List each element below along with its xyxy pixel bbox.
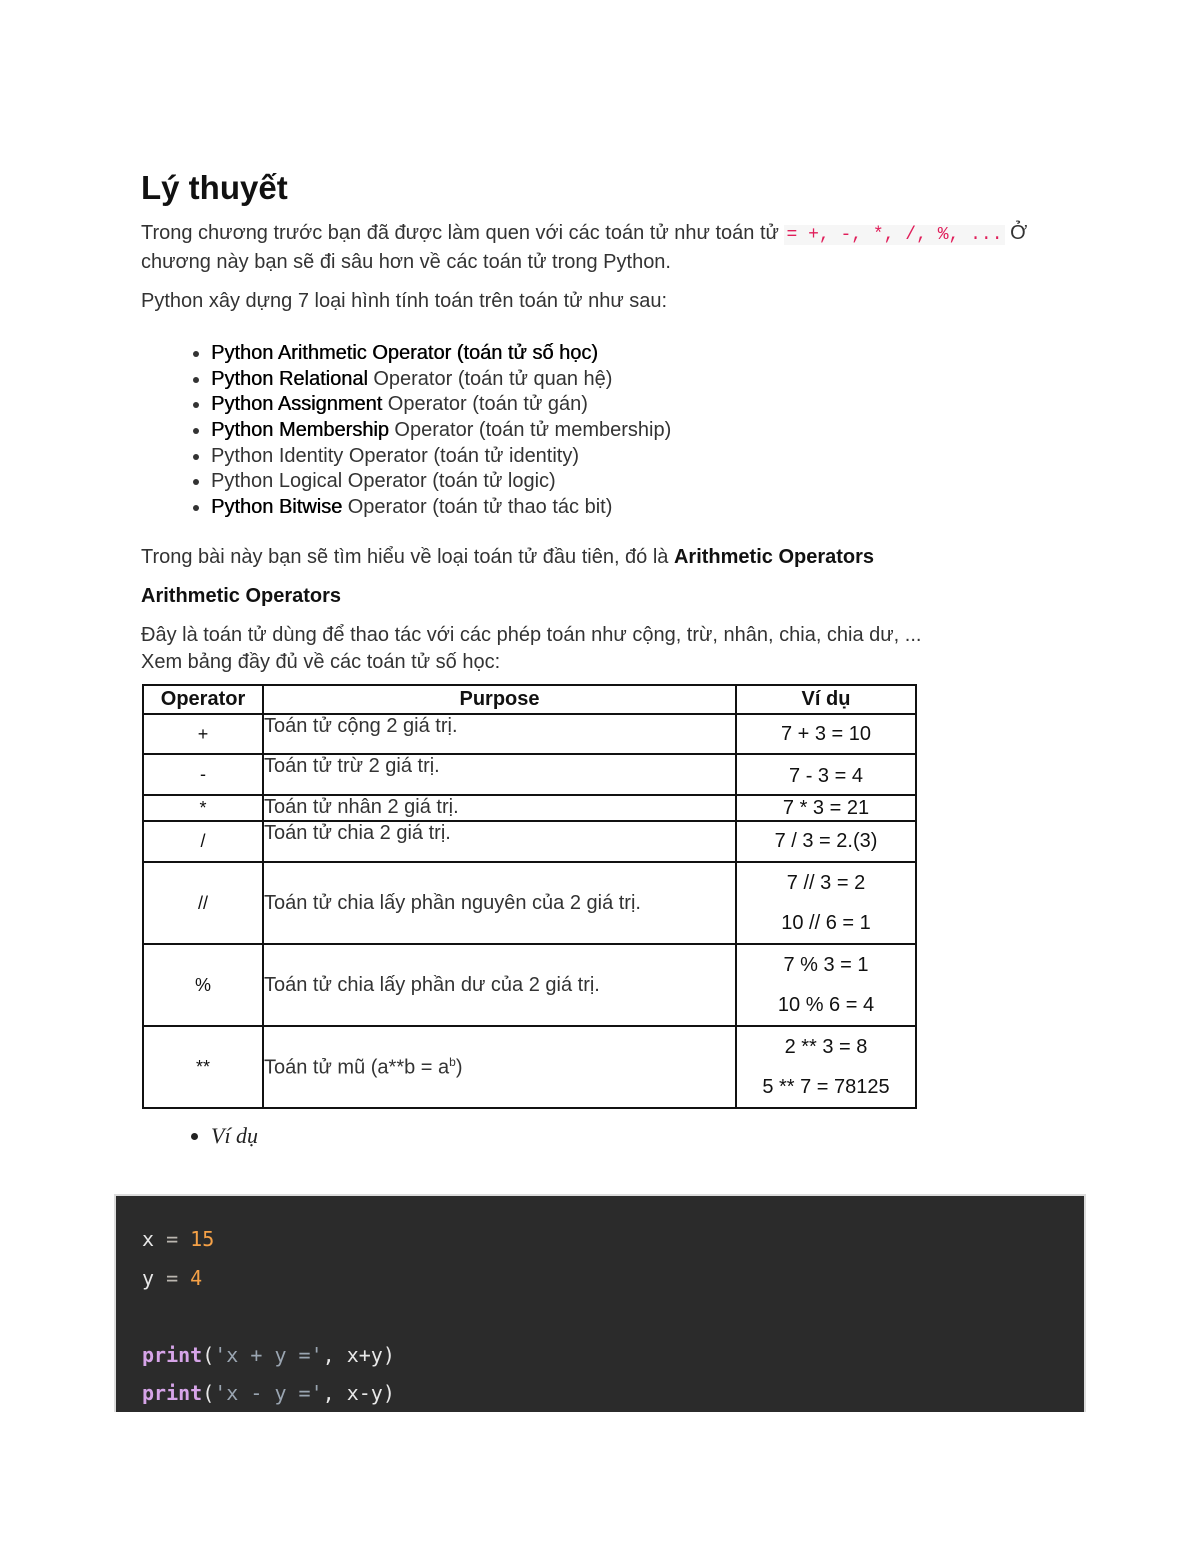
header-example: Ví dụ — [736, 685, 916, 714]
operator-cell: ** — [143, 1026, 263, 1108]
example-cell: 7 * 3 = 21 — [736, 795, 916, 821]
list-item — [211, 495, 1091, 521]
purpose-superscript: b — [449, 1055, 456, 1070]
code-var: y — [142, 1265, 155, 1290]
operator-type-rest: Operator (toán tử gán) — [382, 393, 588, 416]
table-row — [143, 821, 916, 862]
code-string: 'x + y =' — [214, 1342, 323, 1367]
code-number: 15 — [190, 1227, 215, 1251]
purpose-cell: Toán tử cộng 2 giá trị. — [263, 714, 736, 754]
code-punc: ( — [202, 1342, 215, 1367]
code-line — [142, 1259, 1084, 1298]
operator-type-name: Python Logical — [211, 470, 343, 493]
section-desc-line-1: Đây là toán tử dùng để thao tác với các phép toán như cộng, trừ, nhân, chia, chia dư, ... — [141, 624, 922, 647]
table-row — [143, 944, 916, 1026]
operator-type-name: Python Arithmetic — [211, 342, 367, 365]
operator-type-rest: Operator (toán tử logic) — [342, 470, 556, 493]
code-block — [114, 1194, 1086, 1412]
list-item — [211, 341, 1091, 367]
code-line — [142, 1336, 1084, 1375]
operator-type-rest: Operator (toán tử thao tác bit) — [342, 495, 613, 518]
list-item — [211, 444, 1091, 470]
operator-type-rest: Operator (toán tử số học) — [366, 342, 598, 365]
code-line — [142, 1220, 1084, 1259]
operator-type-name: Python Identity — [211, 444, 344, 467]
operator-cell: * — [143, 795, 263, 821]
table-row — [143, 1026, 916, 1108]
lesson-text: Trong bài này bạn sẽ tìm hiểu về loại toán tử đầu tiên, đó là — [141, 546, 674, 569]
code-var: x — [142, 1227, 155, 1251]
operator-type-name: Python Membership — [211, 419, 389, 442]
purpose-cell: Toán tử chia lấy phần nguyên của 2 giá trị. — [263, 862, 736, 944]
operator-type-name: Python Assignment — [211, 393, 383, 416]
code-punc: ( — [202, 1381, 215, 1405]
operator-cell: - — [143, 754, 263, 795]
example-line: 10 // 6 = 1 — [781, 912, 871, 935]
types-intro: Python xây dựng 7 loại hình tính toán trên toán tử như sau: — [141, 290, 668, 313]
code-function: print — [142, 1381, 203, 1405]
inline-code-operators: = +, -, *, /, %, ... — [786, 225, 1003, 246]
example-line: 7 % 3 = 1 — [783, 954, 869, 977]
purpose-cell — [263, 1026, 736, 1108]
operator-type-rest: Operator (toán tử membership) — [388, 419, 672, 442]
code-op: = — [154, 1227, 191, 1251]
section-desc-line-2: Xem bảng đầy đủ về các toán tử số học: — [141, 651, 501, 674]
table-row — [143, 714, 916, 754]
section-description — [141, 622, 1091, 676]
example-cell — [736, 1026, 916, 1108]
code-string: 'x - y =' — [214, 1381, 323, 1405]
operator-type-name: Python Bitwise — [211, 495, 343, 518]
operator-type-name: Python Relational — [211, 367, 368, 390]
operator-cell: + — [143, 714, 263, 754]
lesson-paragraph — [141, 544, 1091, 571]
header-purpose: Purpose — [263, 685, 736, 714]
lesson-bold: Arithmetic Operators — [673, 546, 875, 569]
example-line: 2 ** 3 = 8 — [784, 1036, 868, 1059]
code-number: 4 — [190, 1265, 203, 1290]
list-item — [211, 469, 1091, 495]
intro-text-after: Ở chương này bạn sẽ đi sâu hơn về các toán tử trong Python. — [141, 222, 1028, 274]
page-title: Lý thuyết — [141, 169, 288, 206]
code-line — [142, 1374, 1084, 1413]
operator-cell: % — [143, 944, 263, 1026]
purpose-cell: Toán tử chia lấy phần dư của 2 giá trị. — [263, 944, 736, 1026]
example-cell: 7 / 3 = 2.(3) — [736, 821, 916, 862]
section-heading: Arithmetic Operators — [141, 585, 342, 608]
table-row — [143, 754, 916, 795]
example-label: • Ví dụ — [211, 1123, 1091, 1149]
example-line: 10 % 6 = 4 — [777, 994, 875, 1017]
code-rest: , x+y) — [322, 1342, 395, 1367]
purpose-cell: Toán tử nhân 2 giá trị. — [263, 795, 736, 821]
purpose-cell: Toán tử trừ 2 giá trị. — [263, 754, 736, 795]
document-page — [141, 160, 1091, 1149]
operator-types-list — [141, 341, 1091, 520]
table-header-row — [143, 685, 916, 714]
intro-text-before: Trong chương trước bạn đã được làm quen với các toán tử như toán tử — [141, 222, 785, 245]
purpose-main: Toán tử mũ (a**b = a — [264, 1056, 450, 1079]
code-op: = — [154, 1265, 191, 1290]
table-row — [143, 862, 916, 944]
operator-type-rest: Operator (toán tử identity) — [343, 444, 580, 467]
header-operator: Operator — [143, 685, 263, 714]
example-line: 7 // 3 = 2 — [786, 872, 866, 895]
operator-cell: // — [143, 862, 263, 944]
list-item — [211, 367, 1091, 393]
example-cell: 7 + 3 = 10 — [736, 714, 916, 754]
table-row — [143, 795, 916, 821]
list-item — [211, 418, 1091, 444]
example-line: 5 ** 7 = 78125 — [762, 1076, 890, 1099]
operator-cell: / — [143, 821, 263, 862]
example-cell: 7 - 3 = 4 — [736, 754, 916, 795]
example-cell — [736, 862, 916, 944]
code-line-blank — [142, 1297, 1084, 1336]
purpose-end: ) — [455, 1056, 463, 1079]
operator-type-rest: Operator (toán tử quan hệ) — [367, 367, 613, 390]
intro-paragraph — [141, 220, 1091, 276]
example-list — [141, 1123, 1091, 1149]
purpose-cell: Toán tử chia 2 giá trị. — [263, 821, 736, 862]
code-function: print — [142, 1342, 203, 1367]
example-cell — [736, 944, 916, 1026]
list-item — [211, 392, 1091, 418]
arithmetic-operators-table — [142, 684, 917, 1109]
code-rest: , x-y) — [322, 1381, 395, 1405]
